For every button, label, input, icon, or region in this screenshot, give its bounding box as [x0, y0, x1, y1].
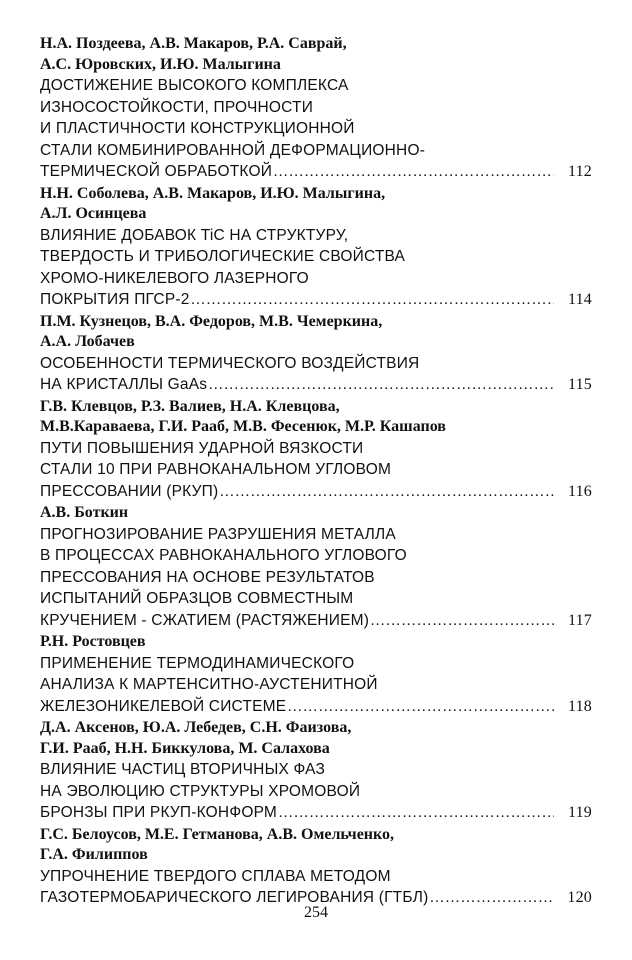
entry-authors-line: А.А. Лобачев [40, 333, 135, 350]
entry-authors-line: Н.Н. Соболева, А.В. Макаров, И.Ю. Малыгина, [40, 184, 386, 202]
entry-authors-line: Р.Н. Ростовцев [40, 633, 146, 650]
entry-title-line: ИЗНОСОСТОЙКОСТИ, ПРОЧНОСТИ [40, 98, 314, 116]
entry-title-line: НА КРИСТАЛЛЫ GaAs [40, 376, 208, 393]
entry-title-line: ПОКРЫТИЯ ПГСР-2 [40, 291, 190, 308]
entry-title-line: ВЛИЯНИЕ ЧАСТИЦ ВТОРИЧНЫХ ФАЗ [40, 761, 326, 778]
entry-title-line: ТВЕРДОСТЬ И ТРИБОЛОГИЧЕСКИЕ СВОЙСТВА [40, 248, 406, 265]
entry-authors-line: Г.В. Клевцов, Р.З. Валиев, Н.А. Клевцова, [40, 397, 340, 415]
entry-title-line: ПРОГНОЗИРОВАНИЕ РАЗРУШЕНИЯ МЕТАЛЛА [40, 525, 396, 543]
entry-title-last-line [40, 481, 592, 504]
table-of-contents [40, 34, 592, 910]
entry-title-line: ПРЕССОВАНИЯ НА ОСНОВЕ РЕЗУЛЬТАТОВ [40, 568, 375, 586]
entry-title-last-line [40, 802, 592, 825]
entry-title-last-line [40, 374, 592, 397]
entry-authors-line: Г.А. Филиппов [40, 846, 148, 863]
entry-title-line: ХРОМО-НИКЕЛЕВОГО ЛАЗЕРНОГО [40, 269, 309, 287]
entry-title-line: ПРЕССОВАНИИ (РКУП) [40, 482, 219, 500]
dot-leader [208, 375, 554, 397]
toc-entry [40, 503, 592, 632]
entry-authors-line: М.В.Караваева, Г.И. Рааб, М.В. Фесенюк, М.Р. Кашапов [40, 418, 446, 435]
entry-authors-line: Н.А. Поздеева, А.В. Макаров, Р.А. Саврай, [40, 35, 347, 52]
entry-title-line: ДОСТИЖЕНИЕ ВЫСОКОГО КОМПЛЕКСА [40, 77, 349, 94]
dot-leader [273, 162, 554, 184]
entry-title-line: В ПРОЦЕССАХ РАВНОКАНАЛЬНОГО УГЛОВОГО [40, 547, 407, 564]
entry-page-number: 117 [567, 611, 592, 629]
entry-title-line: ОСОБЕННОСТИ ТЕРМИЧЕСКОГО ВОЗДЕЙСТВИЯ [40, 354, 420, 372]
entry-title-line: ЖЕЛЕЗОНИКЕЛЕВОЙ СИСТЕМЕ [40, 697, 287, 715]
entry-page-number: 114 [567, 291, 592, 308]
entry-page-number: 120 [567, 889, 592, 906]
entry-page-number: 115 [567, 376, 592, 393]
entry-authors-line: П.М. Кузнецов, В.А. Федоров, М.В. Чемеркина, [40, 312, 383, 330]
entry-page-number: 112 [567, 163, 592, 180]
entry-title-line: ПУТИ ПОВЫШЕНИЯ УДАРНОЙ ВЯЗКОСТИ [40, 439, 364, 457]
entry-authors-line: Г.С. Белоусов, М.Е. Гетманова, А.В. Омельченко, [40, 825, 395, 843]
entry-title-last-line [40, 696, 592, 719]
entry-authors-line: А.С. Юровских, И.Ю. Малыгина [40, 55, 281, 73]
page-number: 254 [304, 904, 328, 921]
toc-entry [40, 825, 592, 910]
entry-title-last-line [40, 161, 592, 184]
entry-authors-line: А.Л. Осинцева [40, 205, 147, 222]
entry-title-line: БРОНЗЫ ПРИ РКУП-КОНФОРМ [40, 804, 278, 821]
entry-authors-line: Г.И. Рааб, Н.Н. Биккулова, М. Салахова [40, 739, 330, 757]
dot-leader [219, 482, 554, 504]
toc-entry [40, 34, 592, 184]
entry-title-line: И ПЛАСТИЧНОСТИ КОНСТРУКЦИОННОЙ [40, 120, 355, 137]
entry-title-line: УПРОЧНЕНИЕ ТВЕРДОГО СПЛАВА МЕТОДОМ [40, 867, 391, 885]
entry-page-number: 118 [567, 697, 592, 715]
dot-leader [370, 611, 554, 633]
toc-entry [40, 632, 592, 718]
dot-leader [287, 697, 554, 719]
toc-entry [40, 312, 592, 397]
dot-leader [191, 290, 554, 312]
entry-authors-line: Д.А. Аксенов, Ю.А. Лебедев, С.Н. Фаизова, [40, 719, 352, 736]
entry-page-number: 116 [567, 482, 592, 500]
entry-page-number: 119 [567, 804, 592, 821]
entry-title-line: АНАЛИЗА К МАРТЕНСИТНО-АУСТЕНИТНОЙ [40, 676, 378, 693]
entry-title-line: ВЛИЯНИЕ ДОБАВОК TiC НА СТРУКТУРУ, [40, 226, 349, 244]
entry-title-last-line [40, 610, 592, 633]
entry-title-line: КРУЧЕНИЕМ - СЖАТИЕМ (РАСТЯЖЕНИЕМ) [40, 611, 370, 629]
entry-title-line: СТАЛИ 10 ПРИ РАВНОКАНАЛЬНОМ УГЛОВОМ [40, 461, 392, 478]
dot-leader [278, 803, 554, 825]
toc-entry [40, 718, 592, 825]
toc-entry [40, 184, 592, 312]
entry-title-line: НА ЭВОЛЮЦИЮ СТРУКТУРЫ ХРОМОВОЙ [40, 782, 361, 800]
entry-title-line: ИСПЫТАНИЙ ОБРАЗЦОВ СОВМЕСТНЫМ [40, 590, 354, 607]
entry-title-line: ГАЗОТЕРМОБАРИЧЕСКОГО ЛЕГИРОВАНИЯ (ГТБЛ) [40, 889, 429, 906]
entry-title-line: ПРИМЕНЕНИЕ ТЕРМОДИНАМИЧЕСКОГО [40, 654, 355, 672]
entry-title-line: СТАЛИ КОМБИНИРОВАННОЙ ДЕФОРМАЦИОННО- [40, 141, 426, 159]
entry-title-last-line [40, 289, 592, 312]
toc-entry [40, 397, 592, 504]
entry-title-line: ТЕРМИЧЕСКОЙ ОБРАБОТКОЙ [40, 163, 273, 180]
entry-authors-line: А.В. Боткин [40, 504, 129, 521]
